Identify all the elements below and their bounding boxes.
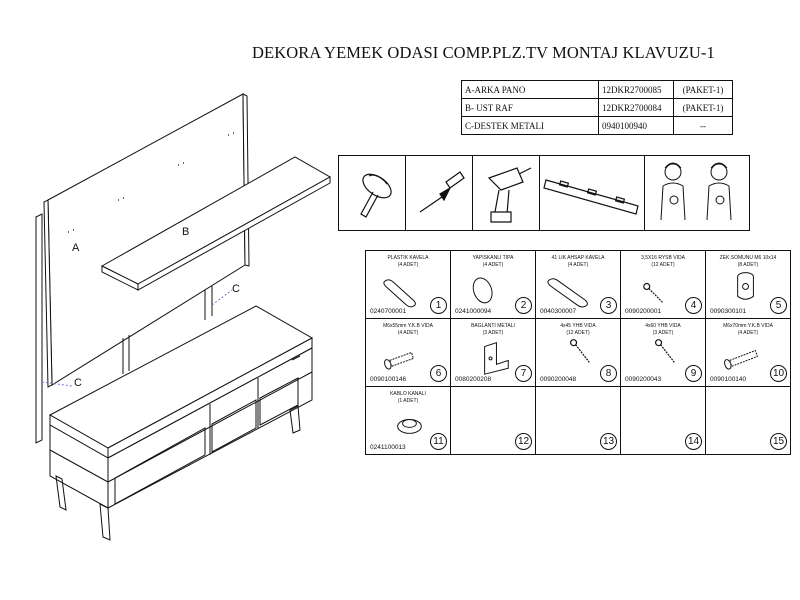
hardware-code: 0080200208 bbox=[455, 376, 492, 383]
table-row bbox=[462, 117, 733, 135]
part-package: (PAKET-1) bbox=[674, 81, 733, 99]
label-c-right: C bbox=[232, 283, 240, 295]
hardware-number: 15 bbox=[770, 433, 787, 450]
hardware-name: 4x60 YHB VIDA bbox=[645, 323, 681, 329]
hardware-cell bbox=[450, 386, 536, 455]
label-c-left: C bbox=[74, 377, 82, 389]
hardware-number: 9 bbox=[685, 365, 702, 382]
hardware-number: 4 bbox=[685, 297, 702, 314]
hardware-code: 0090300101 bbox=[710, 308, 747, 315]
hardware-cell bbox=[450, 318, 536, 387]
label-a: A bbox=[72, 242, 80, 254]
hardware-cell bbox=[365, 250, 451, 319]
level-icon bbox=[539, 155, 645, 231]
hardware-code: 0241100013 bbox=[370, 444, 406, 451]
hardware-name: 3,5X16 RYSB VIDA bbox=[641, 255, 685, 261]
hardware-name: KABLO KANALI bbox=[390, 391, 426, 397]
hardware-name: ZEK.SOMUNU M6 10x14 bbox=[719, 255, 777, 261]
hardware-number: 7 bbox=[515, 365, 532, 382]
hardware-number: 10 bbox=[770, 365, 787, 382]
table-row bbox=[462, 99, 733, 117]
table-row bbox=[462, 81, 733, 99]
hardware-number: 8 bbox=[600, 365, 617, 382]
part-code: 12DKR2700084 bbox=[599, 99, 674, 117]
tools-row bbox=[338, 155, 749, 231]
hardware-number: 12 bbox=[515, 433, 532, 450]
hardware-number: 3 bbox=[600, 297, 617, 314]
hardware-name: BAGLANTI METALI bbox=[471, 323, 515, 329]
hardware-qty: (12 ADET) bbox=[566, 330, 590, 336]
hardware-cell bbox=[365, 318, 451, 387]
hardware-code: 0240700001 bbox=[370, 308, 407, 315]
hardware-cell bbox=[535, 318, 621, 387]
part-code: 12DKR2700085 bbox=[599, 81, 674, 99]
hardware-qty: (4 ADET) bbox=[397, 330, 419, 336]
hardware-cell bbox=[705, 386, 791, 455]
part-package: -- bbox=[674, 117, 733, 135]
hardware-number: 6 bbox=[430, 365, 447, 382]
hardware-number: 13 bbox=[600, 433, 617, 450]
hardware-code: 0241000094 bbox=[455, 308, 492, 315]
hardware-cell bbox=[620, 250, 706, 319]
part-name: C-DESTEK METALI bbox=[462, 117, 599, 135]
hardware-code: 0090200043 bbox=[625, 376, 662, 383]
hardware-grid bbox=[365, 250, 790, 454]
hardware-cell bbox=[705, 250, 791, 319]
two-person-icon bbox=[644, 155, 750, 231]
hardware-name: 41 LIK AHSAP KAVELA bbox=[551, 255, 605, 261]
hardware-name: M6x70mm Y.K.B VIDA bbox=[723, 323, 773, 329]
hardware-name: PLASTIK KAVELA bbox=[387, 255, 429, 261]
hardware-name: YAPISKANLI TIPA bbox=[472, 255, 514, 261]
assembly-drawing bbox=[0, 80, 340, 550]
hardware-code: 0040300007 bbox=[540, 308, 577, 315]
hardware-code: 0090100146 bbox=[370, 376, 407, 383]
hardware-qty: (4 ADET) bbox=[397, 262, 419, 268]
hardware-name: M6x55mm Y.K.B VIDA bbox=[383, 323, 433, 329]
hardware-number: 2 bbox=[515, 297, 532, 314]
hardware-qty: (3 ADET) bbox=[652, 330, 674, 336]
hardware-number: 11 bbox=[430, 433, 447, 450]
hardware-qty: (4 ADET) bbox=[482, 262, 504, 268]
part-package: (PAKET-1) bbox=[674, 99, 733, 117]
hammer-icon bbox=[338, 155, 406, 231]
hardware-cell bbox=[620, 386, 706, 455]
hardware-qty: (1 ADET) bbox=[397, 398, 419, 404]
furniture-illustration bbox=[0, 80, 340, 550]
hardware-cell bbox=[535, 250, 621, 319]
hardware-qty: (12 ADET) bbox=[651, 262, 675, 268]
hardware-code: 0090200048 bbox=[540, 376, 577, 383]
hardware-number: 14 bbox=[685, 433, 702, 450]
drill-icon bbox=[472, 155, 540, 231]
parts-table bbox=[461, 80, 733, 135]
hardware-number: 5 bbox=[770, 297, 787, 314]
hardware-qty: (8 ADET) bbox=[737, 262, 759, 268]
hardware-cell bbox=[365, 386, 451, 455]
hardware-name: 4x45 YHB VIDA bbox=[560, 323, 596, 329]
hardware-cell bbox=[535, 386, 621, 455]
hardware-cell bbox=[620, 318, 706, 387]
label-b: B bbox=[182, 226, 190, 238]
hardware-number: 1 bbox=[430, 297, 447, 314]
hardware-qty: (3 ADET) bbox=[482, 330, 504, 336]
hardware-qty: (4 ADET) bbox=[567, 262, 589, 268]
part-name: A-ARKA PANO bbox=[462, 81, 599, 99]
part-name: B- UST RAF bbox=[462, 99, 599, 117]
screwdriver-icon bbox=[405, 155, 473, 231]
hardware-code: 0090200001 bbox=[625, 308, 662, 315]
hardware-cell bbox=[705, 318, 791, 387]
hardware-qty: (4 ADET) bbox=[737, 330, 759, 336]
hardware-code: 0090100140 bbox=[710, 376, 747, 383]
part-code: 0940100940 bbox=[599, 117, 674, 135]
hardware-cell bbox=[450, 250, 536, 319]
page-title: DEKORA YEMEK ODASI COMP.PLZ.TV MONTAJ KLAVUZU-1 bbox=[252, 43, 715, 62]
